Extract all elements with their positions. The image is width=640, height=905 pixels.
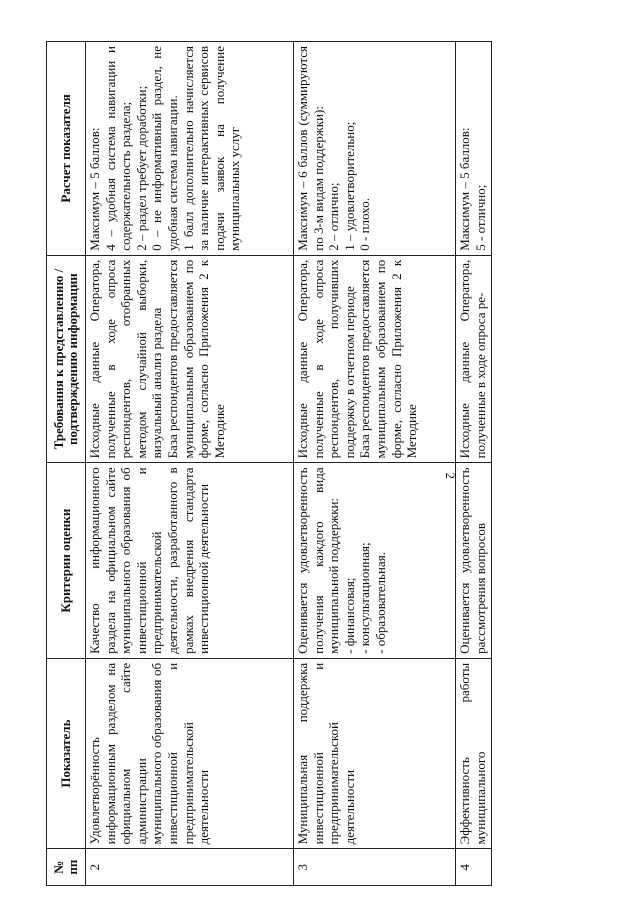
calculation-cell (456, 42, 492, 256)
calculation-line: 0 – не информативный раздел, не удобная система навигации. (149, 46, 180, 251)
calculation-cell (294, 42, 456, 256)
table-row (294, 42, 456, 886)
criteria-cell (294, 463, 456, 658)
indicator-cell: Муниципальная поддержка инвестиционной и предпринимательской деятельности (294, 658, 456, 849)
calculation-cell (86, 42, 294, 256)
criteria-cell: Оценивается удовлетворенность рассмотрения вопросов (456, 463, 492, 658)
header-requirements: Требования к представлению /подтверждению информации (47, 255, 86, 463)
requirements-cell (86, 255, 294, 463)
header-indicator: Показатель (47, 658, 86, 849)
requirements-cell: Исходные данные Оператора, полученные в ходе опроса ре- (456, 255, 492, 463)
indicators-table (46, 41, 492, 886)
criteria-line: - консультационная; (357, 542, 373, 654)
criteria-line: - финансовая; (341, 577, 357, 654)
page-number: 2 (443, 472, 458, 479)
calculation-line: 1 балл дополнительно начисляется за наличие интерактивных сервисов подачи заявок на получение муниципальных услуг (180, 46, 243, 251)
criteria-line: Оценивается удовлетворенность получения каждого вида муниципальной поддержки: (295, 467, 342, 654)
calculation-line: Максимум – 5 баллов: (87, 127, 102, 251)
requirements-paragraph: Исходные данные Оператора, полученные в ходе опроса респондентов, получивших поддержку в отчетном периоде (295, 259, 357, 459)
calculation-line: Максимум – 5 баллов: (457, 127, 472, 251)
header-calculation: Расчет показателя (47, 42, 86, 256)
row-number: 3 (294, 849, 456, 886)
calculation-line: 2 – раздел требует доработки; (133, 85, 149, 251)
requirements-cell (294, 255, 456, 463)
calculation-line: 0 - плохо. (357, 198, 373, 251)
row-number: 2 (86, 849, 294, 886)
calculation-line: 4 – удобная система навигации и содержательность раздела; (102, 46, 134, 251)
calculation-line: 1 – удовлетворительно; (341, 121, 357, 251)
requirements-paragraph: База респондентов предоставляется муниципальным образованием по форме, согласно Приложения 2 к Методике (164, 259, 227, 459)
row-number: 4 (456, 849, 492, 886)
table-row (86, 42, 294, 886)
criteria-line: - образовательная. (372, 552, 388, 654)
indicator-cell: Эффективность работы муниципального (456, 658, 492, 849)
calculation-line: Максимум – 6 баллов (суммируются по 3-м видам поддержки): (295, 46, 326, 251)
header-criteria: Критерии оценки (47, 463, 86, 658)
requirements-paragraph: База респондентов предоставляется муниципальным образованием по форме, согласно Приложения 2 к Методике (357, 259, 420, 459)
table-row (456, 42, 492, 886)
requirements-paragraph: Исходные данные Оператора, полученные в ходе опроса респондентов, отобранных методом случайной выборки, визуальный анализ раздела (87, 259, 165, 459)
calculation-line: 2 – отлично; (326, 182, 342, 251)
calculation-line: 5 - отлично; (472, 184, 488, 251)
criteria-cell: Качество информационного раздела на официальном сайте муниципального образования об инвестиционной и предпринимательской деятельности, разработанного в рамках внедрения стандарта инвестиционной деятельности (86, 463, 294, 658)
indicator-cell: Удовлетворённость информационным разделом на официальном сайте администрации муниципального образования об инвестиционной и предпринимательской деятельности (86, 658, 294, 849)
header-number: № пп (47, 849, 86, 886)
table-header-row (47, 42, 86, 886)
